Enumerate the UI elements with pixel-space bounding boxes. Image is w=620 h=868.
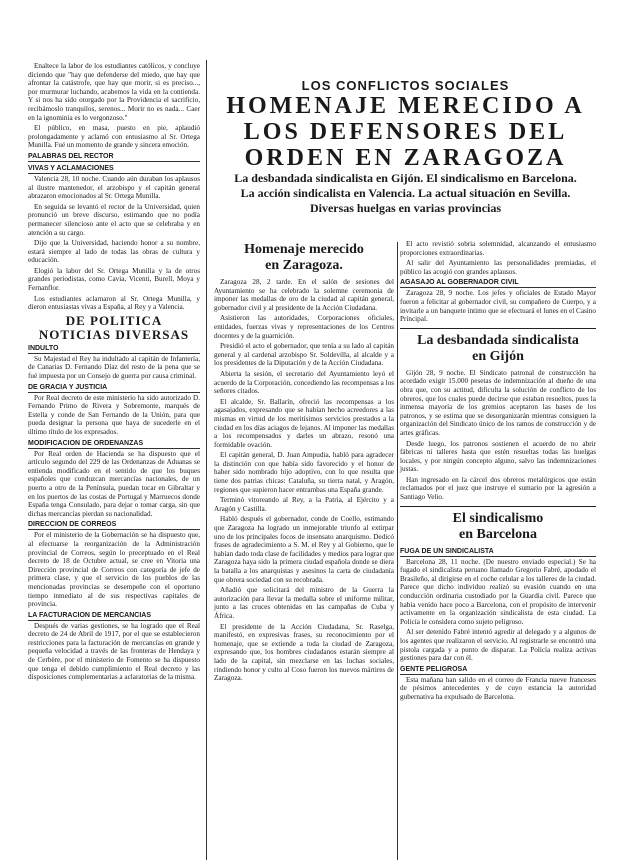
left-paragraph: Enaltece la labor de los estudiantes católicos, y concluye diciendo que "hay que defenderse del miedo, que hay que afrontar la catástrofe, que hay que morir, si es preciso..., por murmurar luchando, acabemos la vida en la contienda. Y si nos ha sido otorgado por la Providencia el sacrificio, recibámoslo tranquilos, serenos... Morir no es nada... Caer en la ignominia es lo vergonzoso." (28, 62, 200, 122)
right-paragraph: El acto revistió sobria solemnidad, alcanzando el entusiasmo proporciones extraordinarias. (400, 240, 596, 257)
right-paragraph: Al ser detenido Fabré intentó agredir al delegado y a algunos de los agentes que realizaron el servicio. Al registrarle se encontró una pistola cargada y a punto de disparar. La Policía realiza activas gestiones para dar con él. (400, 628, 596, 663)
mid-paragraph: Presidió el acto el gobernador, que tenía a su lado al capitán general y al cardenal arzobispo Sr. Soldevilla, al alcalde y a los presidentes de la Diputación y de la Acción Ciudadana. (214, 342, 394, 368)
column-divider (206, 60, 207, 860)
mid-paragraph: Habló después el gobernador, conde de Coello, estimando que Zaragoza ha logrado un inmejorable triunfo al extirpar uno de los principales focos de insensato anarquismo. Dedicó frases de agradecimiento a S. M. el Rey y al Gobierno, que le habían dado toda clase de facilidades y medios para lograr que Zaragoza haya sido la primera ciudad española donde se diera la batalla a los anarquistas y asesinos la carta de ciudadanía que obrera sociedad con su recobrada. (214, 515, 395, 584)
article-heading (214, 242, 394, 274)
right-paragraph: Gijón 28, 9 noche. El Sindicato patronal de construcción ha acordado exigir 15.000 pesetas de indemnización al dueño de una obra que, con su actitud, dificulta la solución de conflicto de los obreros, que los cuales puede decirse que estaban resueltos, pues la inmensa mayoría de los gremios aceptaron las bases de los patronos, y se estima que se desorganizarán mientras consiguen la organización del Sindicato único de los ramos de construcción y de artes gráficas. (400, 368, 596, 437)
mid-paragraph: El alcalde, Sr. Ballarín, ofreció las recompensas a los agasajados, expresando que se habían hecho acreedores a las mismas en virtud de los meritísimos servicios prestados a la ciudad en los días aciagos de lejanos. Al imponer las medallas a los recompensados y darles un abrazo, resonó una formidable ovación. (214, 397, 394, 449)
subheading: VIVAS Y ACLAMACIONES (28, 164, 200, 174)
subheading: DE GRACIA Y JUSTICIA (28, 383, 200, 393)
middle-column (214, 240, 394, 685)
subheading: GENTE PELIGROSA (400, 665, 596, 675)
kicker: LOS CONFLICTOS SOCIALES (301, 78, 510, 93)
mid-paragraph: Zaragoza 28, 2 tarde. En el salón de sesiones del Ayuntamiento se ha celebrado la solemne ceremonia de imponer las medallas de oro de la ciudad al capitán general, gobernador civil y al presidente de la Acción Ciudadana. (214, 278, 394, 312)
left-column (28, 62, 200, 684)
mid-paragraph: Asistieron las autoridades, Corporaciones oficiales, entidades, fuerzas vivas y representaciones de los Centros docentes y de la guarnición. (214, 314, 394, 340)
subheading: FUGA DE UN SINDICALISTA (400, 547, 596, 557)
section-heading: NOTICIAS DIVERSAS (38, 326, 190, 342)
subheading: LA FACTURACION DE MERCANCIAS (28, 611, 200, 621)
mid-paragraph: Abierta la sesión, el secretario del Ayuntamiento leyó el acuerdo de la Corporación, concediendo las recompensas a los señores citados. (214, 369, 394, 396)
column-divider (397, 242, 398, 860)
right-column (400, 240, 596, 704)
left-paragraph: Los estudiantes aclamaron al Sr. Ortega Munilla, y dieron entusiastas vivas a España, al Rey y a Valencia. (28, 294, 200, 312)
right-paragraph: Han ingresado en la cárcel dos obreros metalúrgicos que están reclamados por el juez que instruye el sumario por la agresión a Santiago Velio. (400, 475, 596, 502)
right-paragraph: Zaragoza 28, 9 noche. Los jefes y oficiales de Estado Mayor fueron a felicitar al gobernador civil, su compañero de Cuerpo, y a invitarle a un banquete íntimo que se efectuará el lunes en el Casino Principal. (400, 289, 596, 324)
subheading: INDULTO (28, 344, 200, 354)
divider (400, 328, 596, 329)
left-paragraph: Por el ministerio de la Gobernación se ha dispuesto que, al efectuarse la reorganización de la Administración provincial de Correos, según lo preceptuado en el Real decreto de 18 de Octubre actual, se cree en Vitoria una Dirección provincial de Correos con categoría de jefe de primera clase, y que el servicio de los pueblos de las mencionadas provincias se desempeñe con el oportuno tiempo inmediato al de sus respectivas capitales de provincia. (28, 531, 200, 609)
article-heading (400, 333, 596, 365)
deck-line: Diversas huelgas en varias provincias (309, 201, 502, 215)
subheading: AGASAJO AL GOBERNADOR CIVIL (400, 278, 596, 288)
right-paragraph: Al salir del Ayuntamiento las personalidades premiadas, el público las acogió con grandes aplausos. (400, 259, 596, 276)
article-heading (400, 511, 596, 543)
left-paragraph: Su Majestad el Rey ha indultado al capitán de Infantería, de Canarias D. Fernando Díaz del resto de la pena que se fué impuesta por un Consejo de guerra por causa criminal. (28, 354, 200, 381)
right-paragraph: Barcelona 28, 11 noche. (De nuestro enviado especial.) Se ha fugado el sindicalista peruano llamado Gregorio Fabré, apodado el Brasileño, al dirigirse en el coche celular a los talleres de la ciudad. Parece que dicho individuo realizó su evasión cuando en una conducción ordinaria custodiado por la Guardia civil. Parece que había venido hace poco a Barcelona, con el propósito de intervenir activamente en la organización sindicalista de esta ciudad. La Policía le considera como sujeto peligroso. (400, 557, 596, 626)
mid-paragraph: El capitán general, D. Juan Ampudia, habló para agradecer la distinción con que había sido favorecido y el honor de haber sido nombrado hijo adoptivo, con lo que resulta que tiene dos patrias chicas: Cataluña, su tierra natal, y Aragón, regiones que supieron hacer entrambas una España grande. (214, 451, 394, 494)
left-paragraph: En seguida se levantó el rector de la Universidad, quien pronunció un breve discurso, estimando que no podía permanecer silencioso ante el acto que se celebraba y en atención a su cargo. (28, 202, 200, 237)
heading-line: en Barcelona (459, 526, 537, 542)
subheading: PALABRAS DEL RECTOR (28, 152, 200, 162)
headline-block (208, 78, 603, 216)
right-paragraph: Desde luego, los patronos sostienen el acuerdo de no abrir fábricas ni talleres hasta que estén resueltas todas las huelgas locales, y por ningún concepto alguno, salvo las indemnizaciones justas. (400, 439, 596, 474)
right-paragraph: Esta mañana han salido en el correo de Francia nueve franceses de pésimos antecedentes y de cuyo estancia la autoridad gubernativa ha expulsado de Barcelona. (400, 675, 596, 701)
heading-line: Homenaje merecido (244, 242, 364, 257)
left-paragraph: Elogió la labor del Sr. Ortega Munilla y la de otros grandes periodistas, como Cavia, Vicenti, Burell, Moya y Fernanflor. (28, 266, 200, 293)
mid-paragraph: El presidente de la Acción Ciudadana, Sr. Raselga, manifestó, en expresivas frases, su reconocimiento por el homenaje, que se extiende a toda la ciudad de Zaragoza, expresando que, los hombres ciudadanos estarán siempre al lado de la capital, sin mezclarse en las luchas sociales, rindiendo honor y culto al Coso fueron los nuevos mártires de Zaragoza. (214, 622, 394, 683)
left-paragraph: Valencia 28, 10 noche. Cuando aún duraban los aplausos al ilustre mantenedor, el arzobispo y el capitán general abrazaron emocionados al Sr. Ortega Munilla. (28, 174, 200, 201)
heading-line: El sindicalismo (452, 510, 544, 526)
deck-line: La desbandada sindicalista en Gijón. El sindicalismo en Barcelona. (234, 171, 577, 185)
left-paragraph: El público, en masa, puesto en pie, aplaudió prolongadamente y aclamó con entusiasmo al Sr. Ortega Munilla. Fué un momento de grande y sincera emoción. (28, 124, 200, 150)
section-heading: DE POLITICA (65, 312, 163, 328)
heading-line: en Gijón (472, 348, 524, 364)
subheading: DIRECCION DE CORREOS (28, 520, 200, 530)
heading-line: La desbandada sindicalista (417, 332, 579, 348)
mid-paragraph: Añadió que solicitará del ministro de la Guerra la autorización para llevar la medalla sobre el uniforme militar, junto a las cruces obtenidas en las campañas de Cuba y África. (214, 586, 394, 620)
divider (400, 506, 596, 507)
left-paragraph: Por Real orden de Hacienda se ha dispuesto que el artículo segundo del 229 de las Ordenanzas de Aduanas se entienda modificado en el sentido de que los buques españoles que conduzcan mercancías nacionales, de un puerto a otro de la Península, puedan tocar en Gibraltar y en los puertos de las costas de Portugal y Marruecos donde España tenga Consulado, para dejar o tomar carga, sin que dichas mercancías pierdan su nacionalidad. (28, 449, 200, 518)
heading-line: en Zaragoza. (265, 258, 343, 273)
mid-paragraph: Terminó vitoreando al Rey, a la Patria, al Ejército y a Aragón y Castilla. (214, 496, 394, 513)
left-paragraph: Dijo que la Universidad, haciendo honor a su nombre, estará siempre al lado de todas las obras de cultura y educación. (28, 239, 200, 265)
left-paragraph: Por Real decreto de este ministerio ha sido autorizado D. Fernando Primo de Rivera y Sobremonte, marqués de Estella y conde de San Fernando de la Unión, para que pueda designar la persona que haya de sucederle en el último título de los expresados. (28, 393, 200, 436)
deck-line: La acción sindicalista en Valencia. La actual situación en Sevilla. (240, 186, 571, 200)
left-paragraph: Después de varias gestiones, se ha logrado que el Real decreto de 24 de Abril de 1917, por el que se establecieron restricciones para la facturación de mercancías en grande y pequeña velocidad a través de las fronteras de Hendaya y de Cerbère, por el ministerio de Fomento se ha dispuesto que tenga el debido cumplimiento el Real decreto y las disposiciones complementarias a aclaratorias de la misma. (28, 621, 200, 682)
subheading: MODIFICACION DE ORDENANZAS (28, 439, 200, 449)
main-headline: HOMENAJE MERECIDO A LOS DEFENSORES DEL ORDEN EN ZARAGOZA (226, 93, 585, 171)
